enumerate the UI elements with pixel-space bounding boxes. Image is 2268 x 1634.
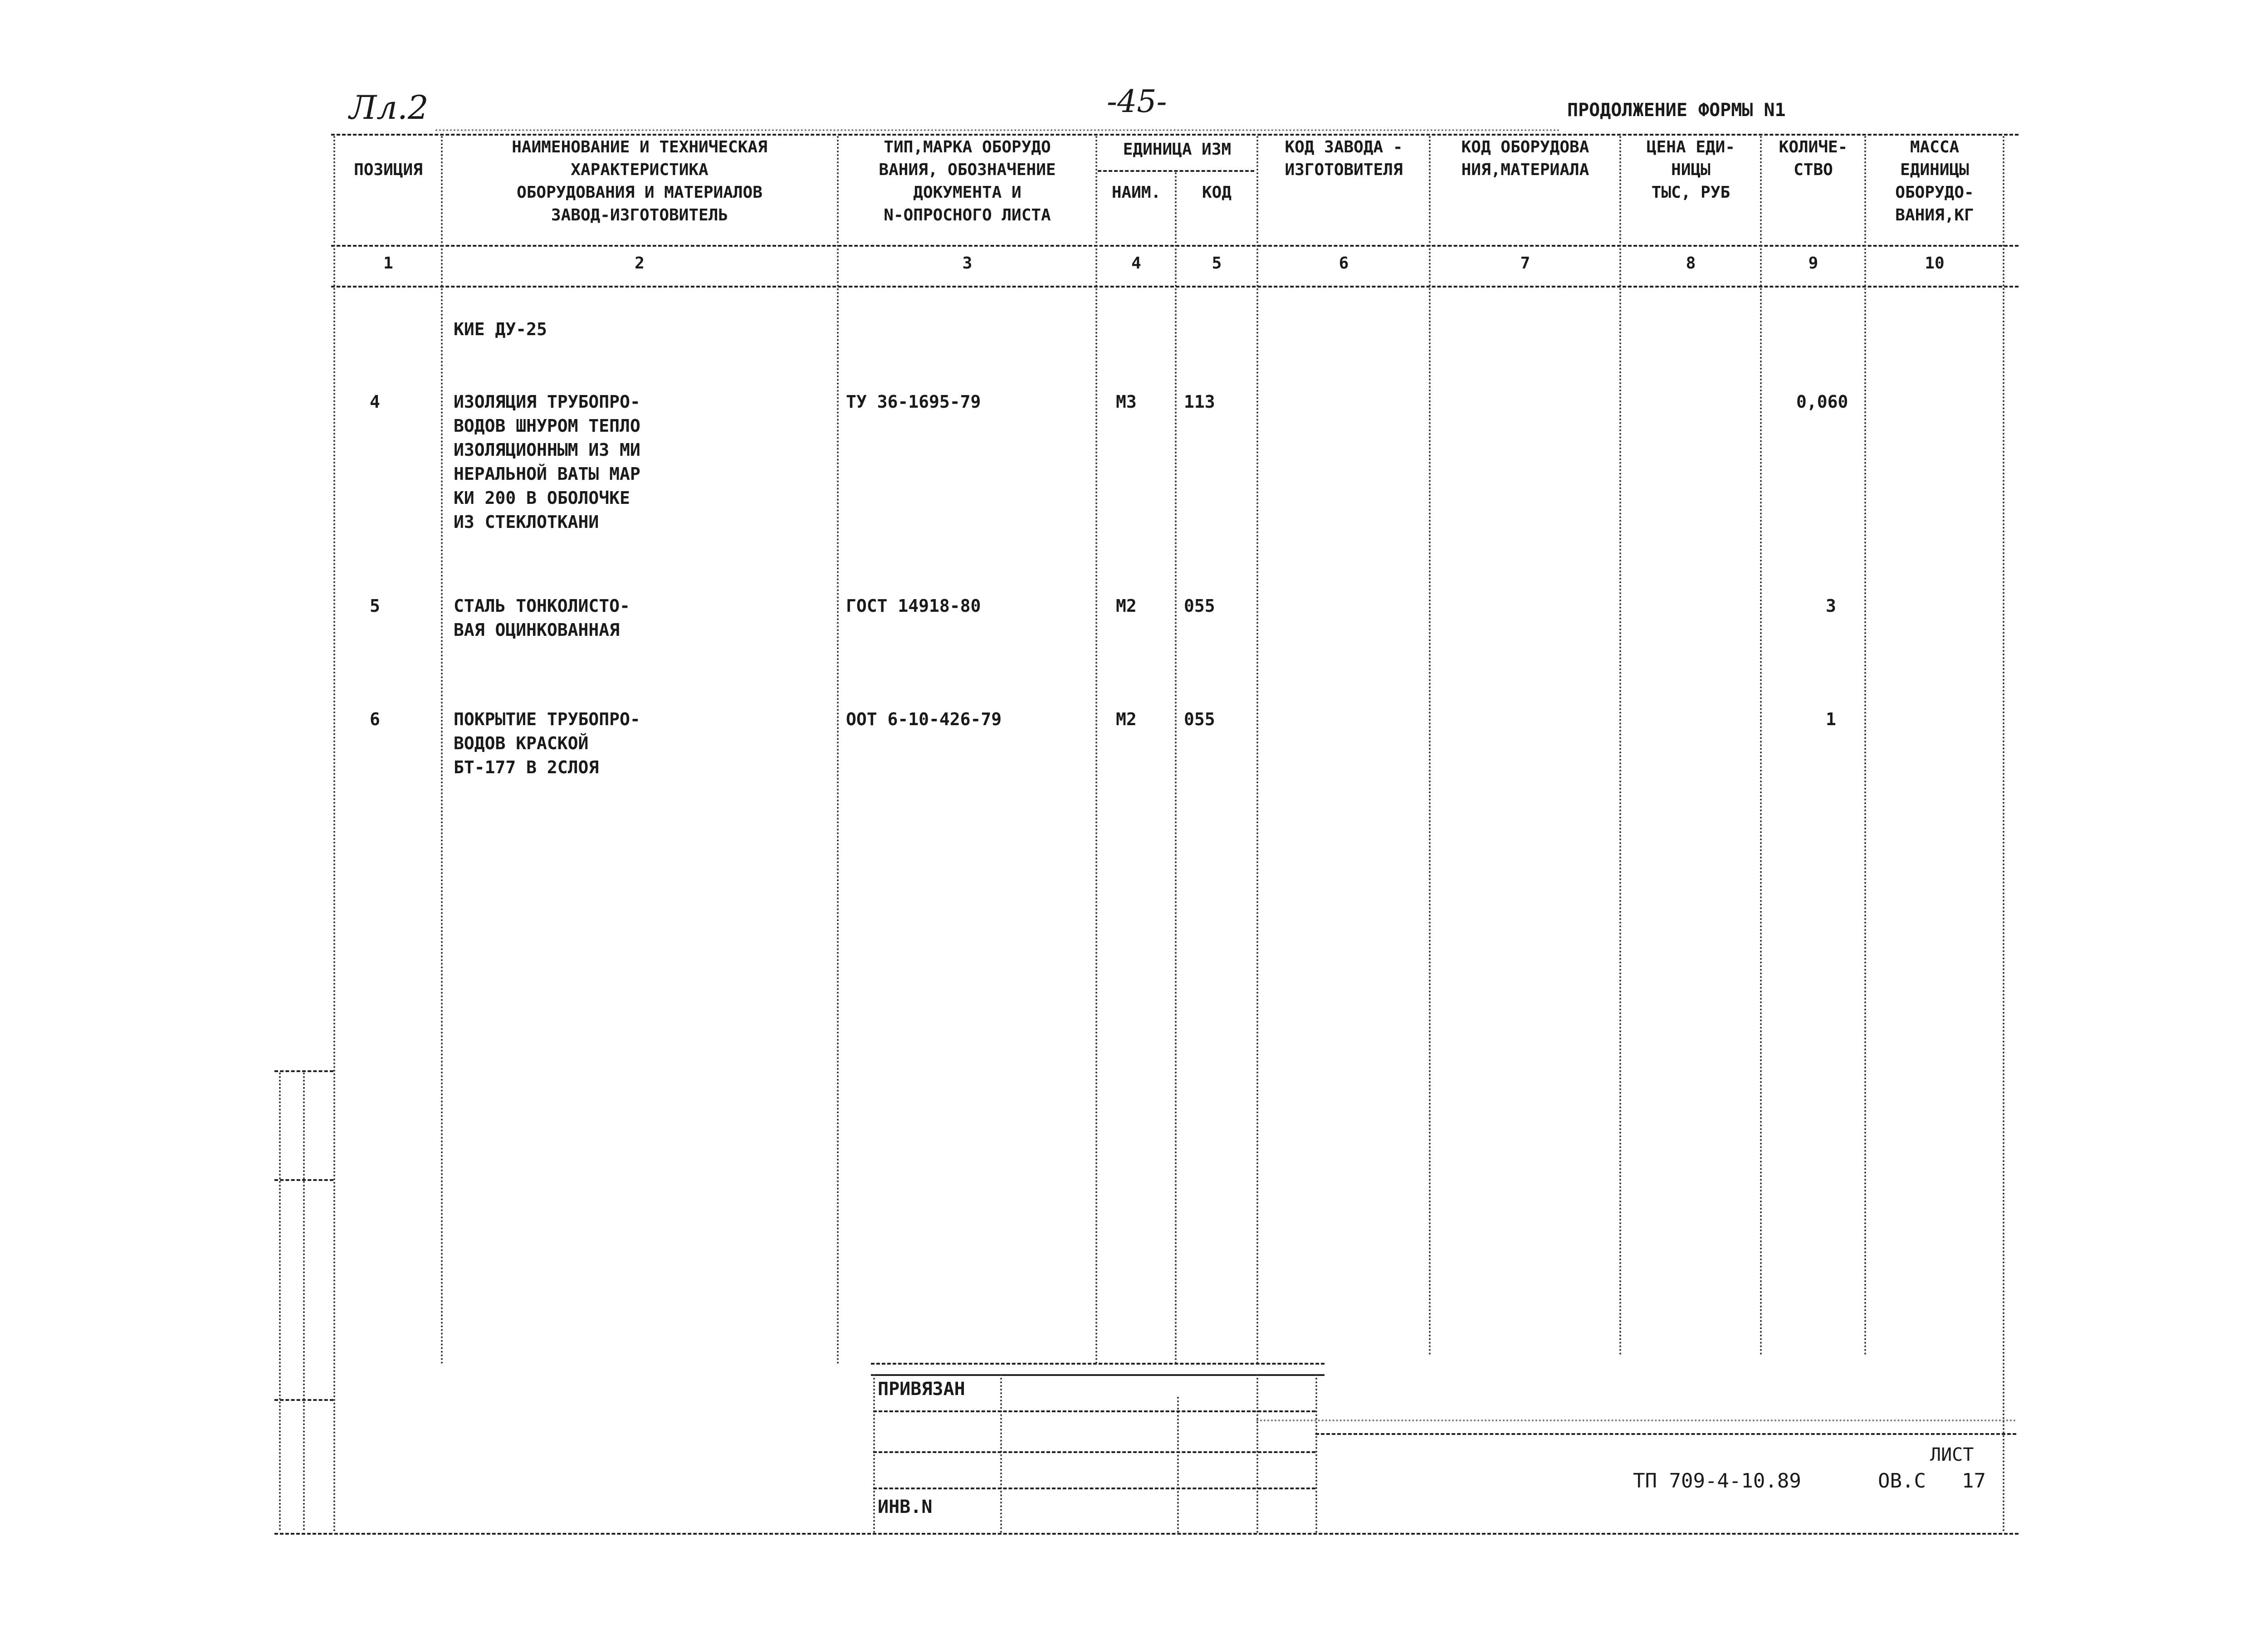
table-row-qty: 1 [1826,709,1836,729]
table-row-code: 055 [1184,596,1215,616]
col-header-1: ПОЗИЦИЯ [354,161,423,179]
table-row-code: 113 [1184,392,1215,412]
col-num-2: 2 [635,254,645,273]
col-divider-7 [1619,136,1621,1356]
sheet-mark: Лл.2 [349,88,429,127]
table-row-pos: 6 [370,709,380,729]
table-row-pos: 4 [370,392,380,412]
col-divider-0 [333,136,335,1533]
col-divider-1 [441,136,443,1365]
page-bottom-line [274,1533,2019,1535]
col-header-7: КОД ОБОРУДОВА НИЯ,МАТЕРИАЛА [1461,138,1589,179]
header-top-line [331,134,2019,136]
col-header-4: НАИМ. [1111,183,1161,202]
stamp-long-line [1315,1433,2016,1435]
stamp-divider [1256,1374,1258,1533]
stamp-doc-code: ТП 709-4-10.89 [1633,1469,1801,1493]
stamp-album: ОВ.С [1878,1469,1926,1493]
unit-group-line [1098,170,1254,172]
col-divider-5 [1256,136,1258,1365]
stamp-divider [1177,1397,1179,1533]
col-divider-2 [837,136,839,1365]
col-divider-9 [1864,136,1866,1356]
stamp-sheet-number: 17 [1962,1469,1986,1493]
stamp-divider [873,1374,875,1533]
col-divider-4 [1175,172,1177,1365]
table-row-name: КИЕ ДУ-25 [454,319,547,339]
col-num-1: 1 [383,254,393,273]
stamp-divider [1000,1374,1002,1533]
col-num-7: 7 [1520,254,1530,273]
col-header-10: МАССА ЕДИНИЦЫ ОБОРУДО- ВАНИЯ,КГ [1895,138,1974,224]
table-row-type: ГОСТ 14918-80 [846,596,981,616]
table-row-type: ТУ 36-1695-79 [846,392,981,412]
stamp-divider [1315,1374,1317,1533]
col-header-2: НАИМЕНОВАНИЕ И ТЕХНИЧЕСКАЯ ХАРАКТЕРИСТИКА ОБОРУДОВАНИЯ И МАТЕРИАЛОВ ЗАВОД-ИЗГОТОВИТЕЛЬ [512,138,767,224]
stamp-row-line [873,1488,1315,1489]
table-row-pos: 5 [370,596,380,616]
col-header-5: КОД [1202,183,1232,202]
stamp-mid-line [1256,1419,2016,1421]
stamp-privyazan: ПРИВЯЗАН [878,1379,965,1400]
table-row-name: ПОКРЫТИЕ ТРУБОПРО- ВОДОВ КРАСКОЙ БТ-177 В 2СЛОЯ [454,709,640,777]
table-row-unit: М2 [1116,596,1137,616]
col-divider-6 [1429,136,1431,1356]
col-header-6: КОД ЗАВОДА - ИЗГОТОВИТЕЛЯ [1285,138,1403,179]
page-number: -45- [1107,84,1167,120]
col-num-10: 10 [1925,254,1945,273]
binding-strip-divider [303,1073,305,1531]
col-num-4: 4 [1131,254,1141,273]
col-num-6: 6 [1339,254,1349,273]
binding-strip-divider [279,1073,281,1531]
col-divider-3 [1095,136,1097,1365]
table-row-name: СТАЛЬ ТОНКОЛИСТО- ВАЯ ОЦИНКОВАННАЯ [454,596,630,640]
binding-strip-line [274,1070,333,1072]
stamp-row-line [873,1451,1315,1453]
stamp-inv: ИНВ.N [878,1497,933,1517]
stamp-row-line [873,1410,1315,1412]
col-num-9: 9 [1808,254,1818,273]
continuation-title: ПРОДОЛЖЕНИЕ ФОРМЫ N1 [1567,100,1786,121]
col-divider-8 [1760,136,1762,1356]
unit-group-header: ЕДИНИЦА ИЗМ [1123,140,1232,159]
col-header-3: ТИП,МАРКА ОБОРУДО ВАНИЯ, ОБОЗНАЧЕНИЕ ДОКУМЕНТА И N-ОПРОСНОГО ЛИСТА [879,138,1056,224]
table-row-name: ИЗОЛЯЦИЯ ТРУБОПРО- ВОДОВ ШНУРОМ ТЕПЛО ИЗОЛЯЦИОННЫМ ИЗ МИ НЕРАЛЬНОЙ ВАТЫ МАР КИ 200 В ОБОЛОЧКЕ ИЗ СТЕКЛОТКАНИ [454,392,640,532]
table-row-unit: М2 [1116,709,1137,729]
top-dotted-line [435,129,1560,131]
col-num-3: 3 [962,254,973,273]
table-row-code: 055 [1184,709,1215,729]
col-header-8: ЦЕНА ЕДИ- НИЦЫ ТЫС, РУБ [1646,138,1735,202]
table-row-unit: М3 [1116,392,1137,412]
col-divider-10 [2003,136,2004,1533]
col-header-9: КОЛИЧЕ- СТВО [1779,138,1848,179]
table-row-qty: 0,060 [1796,392,1848,412]
col-num-5: 5 [1212,254,1222,273]
stamp-sheet-label: ЛИСТ [1930,1444,1974,1465]
table-row-type: ООТ 6-10-426-79 [846,709,1002,729]
table-row-qty: 3 [1826,596,1836,616]
col-num-8: 8 [1686,254,1696,273]
